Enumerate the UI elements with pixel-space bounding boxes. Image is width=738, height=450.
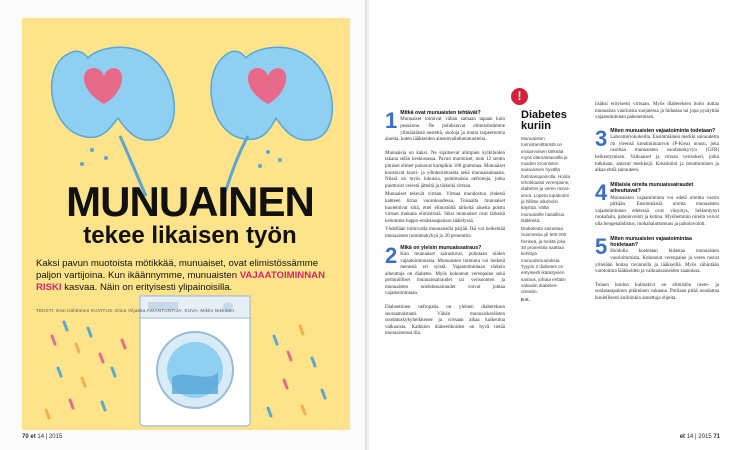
- question-1-text-3: Munuaiset tekevät virtsan. Virtsaa muodostuu yhdestä kahteen litraa vuorokaudessa. Toisaalta munuaiset huolehtivat siitä, ettei elimistöltä tärkeitä aineita poistu virtsan mukana elimistöstä. Siksi munuaiset ovat tärkeitä kehomme happo-emästasapainon säätelyssä.: [385, 192, 505, 224]
- column-3-intro: lisäksi erityisesti virtsaan. Myös diabeteksen hoito auttaa munuaisia vaurioista suojatessa ja hidastaa tai jopa pysäyttää vajaatoiminnan pahenemisen.: [595, 102, 719, 121]
- left-kidney-icon: [52, 47, 175, 196]
- question-1-text: Munuaiset toimivat vähän samaan tapaan kuin pesukone. Ne puhdistavat elimistöstämme ylimääräistä nestettä, suoloja ja muita tarpeettomia aineita, kuten lääkkeiden aineenvaihduntatuotteita.: [385, 117, 505, 143]
- sidebar-text-2: Diabetesta sairastaa Suomessa yli 500 000 henkeä, ja heistä joka 30 prosenttia saattaa kehittyä munuaismuutoksia. Tyypin 2 diabetes on erityisesti ikääntyvien sairaus, johtaa erittäin vakaviin diabetes-oireisiin.: [521, 226, 567, 295]
- question-5: [595, 236, 719, 278]
- question-1-text-2: Munuaisia on kaksi. Ne sijaitsevat alimpien kylkiluiden takana selän keskiosassa. Pavun muotoiset, noin 12 sentin pituiset elimet painavat kumpikin 160 grammaa. Munuaiset koostuvat kuori- ja ydinkerroksesta sekä munuaisaltaasta. Niissä on myös lukuisia, puhtimaisia nefroneja, jotka puuttuvat verestä jätteitä ja tärkeitä virtsan.: [385, 150, 505, 189]
- washing-machine-icon: [140, 296, 250, 426]
- question-5-text-2: Toinen hoidon kulmakivi on elimistön neste- ja suolatasapainon pitäminen vakaana. Potilaan pitää noudattaa huolellisesti kulloinkin annettuja ohjeita.: [595, 282, 719, 301]
- right-mag-name: et: [679, 434, 686, 440]
- article-subtitle: tekee likaisen työn: [83, 222, 297, 249]
- question-3-heading: Miten munuaisten vajaatoiminta todetaan?: [610, 127, 716, 134]
- column-3: [595, 102, 719, 305]
- lede-text-2: kasvaa. Näin on erityisesti ylipainoisilla.: [61, 282, 233, 293]
- question-4-text: Munuaisten vajaatoiminta voi edetä oireitta varsin pitkään. Ensimmäisiä oireita munuaisten vajaatoiminnan edetessä ovat väsymys, heikentynyt ruokahalu, pahoinvointi ja kutina. Myöhemmin oireita voivat olla hengenahdistus, ruokahaluttomuus ja pahoinvointi.: [595, 195, 719, 227]
- question-4-heading: Millaisia oireita munuaissairaudet aiheuttavat?: [610, 181, 694, 195]
- question-5-text: Hoidolla koetetaan hidastaa munuaisten vaurioitumista. Kohonnut verenpaine ja veren rasvat yritetään hoitaa ravinnolla ja lääkkeillä. Myös vähintään varotoimia lääkkeiden ja valkuaisaineiden saannissa.: [595, 249, 719, 275]
- question-5-heading: Miten munuaisten vajaatoimintaa hoidetaan?: [610, 235, 692, 248]
- right-page-number: 71: [713, 434, 720, 440]
- illustration-panel: [22, 18, 350, 430]
- article-lede: [36, 258, 346, 294]
- right-issue: 14 | 2015: [686, 434, 712, 440]
- question-3-text: Laboratoriokokeilla. Ensimmäinen merkki sairaudesta on yleensä kreatiniiniarvon (P-Krea) nousu, joka osoittaa munuaisten suodatuskyvyn (GFR) heikentymisen. Valkuaiset ja virtsan verisokeri, jotka tutkitaan, antavat merkkejä. Kreatiniini ja muuttuminen ja alkaa ehtiä sairauteen.: [595, 135, 719, 174]
- diabetes-sidebar: [521, 110, 571, 306]
- left-folio: [22, 434, 62, 440]
- article-credits: TEKSTI: Essi Kähkönen KUVITUS: Elina Viljakka ASIANTUNTIJA, KUVA: Mikko Nikkinen: [36, 308, 235, 313]
- number-1: 1: [385, 110, 398, 133]
- number-2: 2: [385, 244, 398, 268]
- question-4: [595, 182, 719, 231]
- question-2-text: Kun munuaiset sairastuvat, puhutaan niiden vajaatoiminnasta. Munuaisten toiminta voi heiketä menestä eri syistä. Vajaatoimintaan tärkein aiheuttaja on diabetes. Myös kohonnut verenpaine sekä perinnölliset munuaissairaudet tai verisuonten ja munuaisten tulehdussairaudet voivat johtaa vajaatoimintaan.: [385, 251, 505, 297]
- column-1: [385, 110, 505, 340]
- exclamation-icon: !: [511, 88, 528, 105]
- question-2-text-2: Diabeettinen nefropatia on yleinen diabeteksen seuraamaistauti. Vähän munuaiskeräisten suodatuskykyheikkenee ja virtsaan alkaa kulkeutua valkuaista. Kaikkien diabeetikoiden on hyvä tietää munuaistensa tila.: [385, 305, 505, 337]
- sidebar-signature: E.K.: [521, 297, 530, 303]
- question-1-heading: Mitkä ovat munuaisten tehtävät?: [400, 110, 481, 116]
- question-2-heading: Mikä on yleisin munuaissairaus?: [400, 244, 482, 251]
- sidebar-title: Diabetes kuriin: [521, 109, 567, 132]
- sidebar-text-1: Munuaisten toimintamittäristä on ensiarvoisen tärkeää myös elämäntavoilla ja muiden kroonisten sairauksien hyvällä hoitotasapainolla. Hoida tehokkaasti verenpaine, diabetes ja veren rasva-arvot. Lopeta tupakointi ja hillitse alkoholin käyttöä. Vältä munuaisille haitallisia lääkkeitä.: [521, 136, 571, 223]
- left-mag-name: et: [30, 434, 36, 440]
- question-3: [595, 128, 719, 177]
- left-page: [0, 0, 366, 450]
- lede-text-1: Kaksi pavun muotoista mötikkää, munuaiset, ovat elimistössämme paljon vartijoina. Kun ikäännymme, munuaisten: [36, 258, 319, 281]
- left-page-number: 70: [22, 434, 29, 440]
- number-5: 5: [595, 235, 608, 259]
- lede-accent: VAJAATOIMINNAN RISKI: [36, 270, 325, 293]
- question-1: [385, 110, 505, 146]
- right-kidney-icon: [211, 47, 332, 196]
- question-1-text-4: Yhdellään toimivalla munuaisella pärjää. Ikä voi heikentää munuaisten toimintakykyä jo 20 prosenttia.: [385, 227, 505, 239]
- question-2: [385, 245, 505, 301]
- number-4: 4: [595, 181, 608, 205]
- number-3: 3: [595, 127, 608, 151]
- droplets-icon: [80, 148, 282, 168]
- left-issue: 14 | 2015: [37, 434, 63, 440]
- right-page: [369, 0, 738, 450]
- article-title: MUNUAINEN: [66, 178, 314, 225]
- right-folio: [680, 434, 720, 440]
